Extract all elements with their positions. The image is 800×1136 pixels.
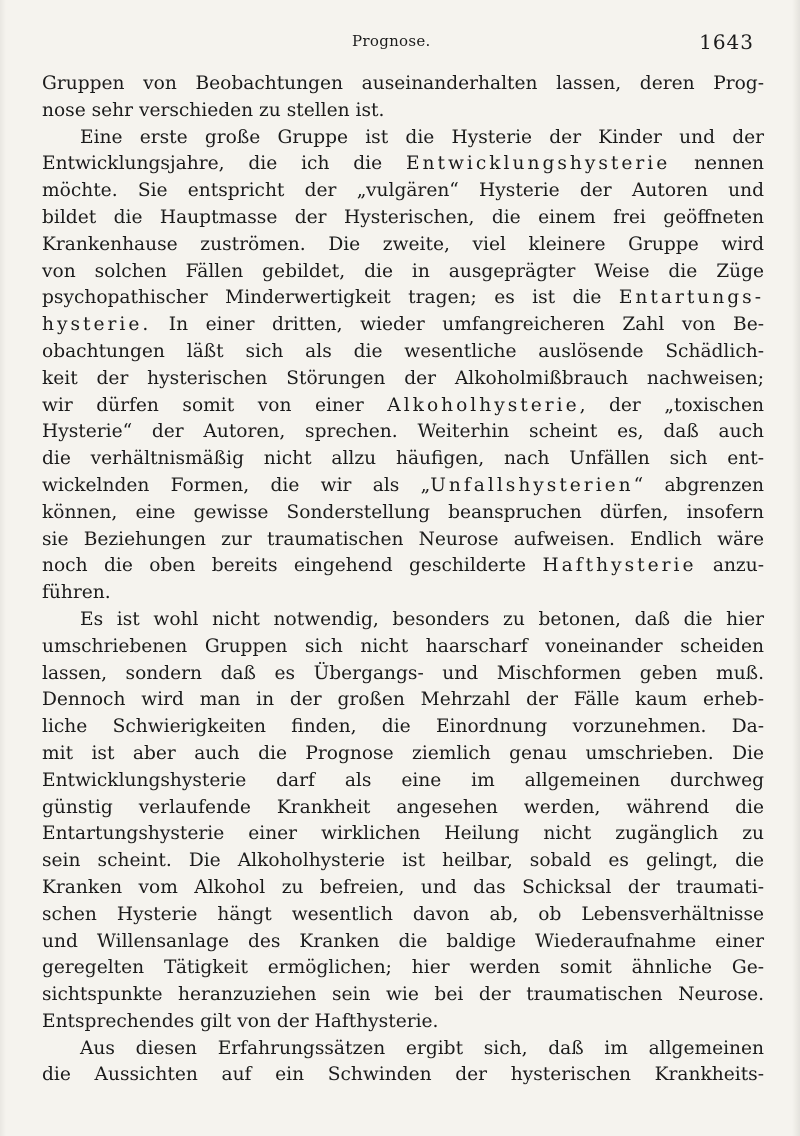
text-line: [42, 741, 764, 768]
text-line: [42, 955, 764, 982]
text-line: [42, 419, 764, 446]
text-line: [42, 500, 764, 527]
text-line: [42, 285, 764, 312]
spaced-term: Hafthysterie: [542, 555, 697, 577]
text-segment: Hysterie“ der Autoren, sprechen. Weiterhin scheint es, daß auch: [42, 421, 764, 443]
text-line: [42, 902, 764, 929]
text-line: [42, 205, 764, 232]
spaced-term: Entwicklungshysterie: [405, 153, 671, 175]
text-segment: wir dürfen somit von einer: [42, 394, 388, 416]
page-number: 1643: [699, 30, 754, 54]
text-segment: Entwicklungsjahre, die ich die: [42, 153, 406, 175]
text-segment: mit ist aber auch die Prognose ziemlich genau umschrieben. Die: [42, 742, 764, 764]
text-line: [42, 580, 764, 607]
text-line: [42, 393, 764, 420]
text-segment: Entsprechendes gilt von der Hafthysterie.: [42, 1010, 439, 1032]
text-segment: Krankenhause zuströmen. Die zweite, viel kleinere Gruppe wird: [42, 233, 764, 255]
text-segment: sichtspunkte heranzuziehen sein wie bei der traumatischen Neurose.: [42, 984, 764, 1006]
text-segment: , der „toxischen: [579, 394, 764, 416]
text-line: [42, 1009, 764, 1036]
text-segment: noch die oben bereits eingehend geschilderte: [42, 555, 543, 577]
text-segment: lassen, sondern daß es Übergangs- und Mischformen geben muß.: [42, 662, 764, 684]
text-line: [42, 661, 764, 688]
text-line: [42, 982, 764, 1009]
text-segment: günstig verlaufende Krankheit angesehen werden, während die: [42, 796, 764, 818]
text-segment: führen.: [42, 582, 111, 604]
text-line: [42, 259, 764, 286]
text-line: [42, 929, 764, 956]
text-segment: von solchen Fällen gebildet, die in ausgeprägter Weise die Züge: [42, 260, 764, 282]
text-line: [42, 795, 764, 822]
spaced-term: hysterie.: [42, 314, 152, 336]
text-segment: bildet die Hauptmasse der Hysterischen, die einem frei geöffneten: [42, 206, 764, 228]
text-line: [42, 473, 764, 500]
text-segment: liche Schwierigkeiten finden, die Einordnung vorzunehmen. Da-: [42, 716, 764, 738]
text-line: [42, 151, 764, 178]
text-segment: Es ist wohl nicht notwendig, besonders zu betonen, daß die hier: [80, 608, 764, 630]
text-segment: sein scheint. Die Alkoholhysterie ist heilbar, sobald es gelingt, die: [42, 850, 764, 872]
text-segment: obachtungen läßt sich als die wesentliche auslösende Schädlich-: [42, 340, 764, 362]
text-line: [42, 821, 764, 848]
page-header: [0, 28, 800, 58]
text-segment: keit der hysterischen Störungen der Alkoholmißbrauch nachweisen;: [42, 367, 764, 389]
text-line: [42, 232, 764, 259]
text-segment: Kranken vom Alkohol zu befreien, und das Schicksal der traumati-: [42, 876, 764, 898]
text-line: [42, 339, 764, 366]
spaced-term: Unfallshysterien: [430, 474, 634, 496]
text-line: [42, 366, 764, 393]
text-line: [42, 553, 764, 580]
text-line: [42, 848, 764, 875]
text-line: [42, 125, 764, 152]
text-segment: wickelnden Formen, die wir als „: [42, 474, 431, 496]
text-segment: psychopathischer Minderwertigkeit tragen; es ist die: [42, 287, 619, 309]
text-segment: Entwicklungshysterie darf als eine im allgemeinen durchweg: [42, 769, 764, 791]
text-line: [42, 687, 764, 714]
text-segment: In einer dritten, wieder umfangreicheren Zahl von Be-: [151, 314, 764, 336]
text-segment: schen Hysterie hängt wesentlich davon ab, ob Lebensverhältnisse: [42, 903, 764, 925]
text-segment: sie Beziehungen zur traumatischen Neurose aufweisen. Endlich wäre: [42, 528, 764, 550]
text-line: [42, 607, 764, 634]
text-segment: Entartungshysterie einer wirklichen Heilung nicht zugänglich zu: [42, 823, 764, 845]
text-line: [42, 178, 764, 205]
text-line: [42, 1062, 764, 1089]
text-segment: möchte. Sie entspricht der „vulgären“ Hysterie der Autoren und: [42, 180, 764, 202]
text-segment: nennen: [670, 153, 764, 175]
spaced-term: Alkoholhysterie: [387, 394, 580, 416]
text-line: [42, 875, 764, 902]
text-segment: die Aussichten auf ein Schwinden der hysterischen Krankheits-: [42, 1064, 764, 1086]
text-segment: umschriebenen Gruppen sich nicht haarscharf voneinander scheiden: [42, 635, 764, 657]
text-line: [42, 527, 764, 554]
text-segment: geregelten Tätigkeit ermöglichen; hier werden somit ähnliche Ge-: [42, 957, 764, 979]
text-segment: Eine erste große Gruppe ist die Hysterie der Kinder und der: [80, 126, 764, 148]
text-line: [42, 71, 764, 98]
spaced-term: Entartungs-: [618, 287, 764, 309]
text-line: [42, 446, 764, 473]
text-segment: und Willensanlage des Kranken die baldige Wiederaufnahme einer: [42, 930, 764, 952]
text-segment: nose sehr verschieden zu stellen ist.: [42, 99, 385, 121]
text-segment: Gruppen von Beobachtungen auseinanderhalten lassen, deren Prog-: [42, 73, 764, 94]
text-line: [42, 714, 764, 741]
text-segment: Aus diesen Erfahrungssätzen ergibt sich, daß im allgemeinen: [80, 1037, 764, 1059]
text-segment: anzu-: [696, 555, 764, 577]
text-line: [42, 768, 764, 795]
text-segment: “ abgrenzen: [633, 474, 765, 496]
text-segment: die verhältnismäßig nicht allzu häufigen, nach Unfällen sich ent-: [42, 448, 764, 470]
text-line: [42, 98, 764, 125]
text-line: [42, 312, 764, 339]
body-text: [42, 71, 764, 1089]
running-head: Prognose.: [352, 32, 431, 50]
text-segment: können, eine gewisse Sonderstellung beanspruchen dürfen, insofern: [42, 501, 764, 523]
text-line: [42, 634, 764, 661]
text-segment: Dennoch wird man in der großen Mehrzahl der Fälle kaum erheb-: [42, 689, 764, 711]
text-line: [42, 1036, 764, 1063]
